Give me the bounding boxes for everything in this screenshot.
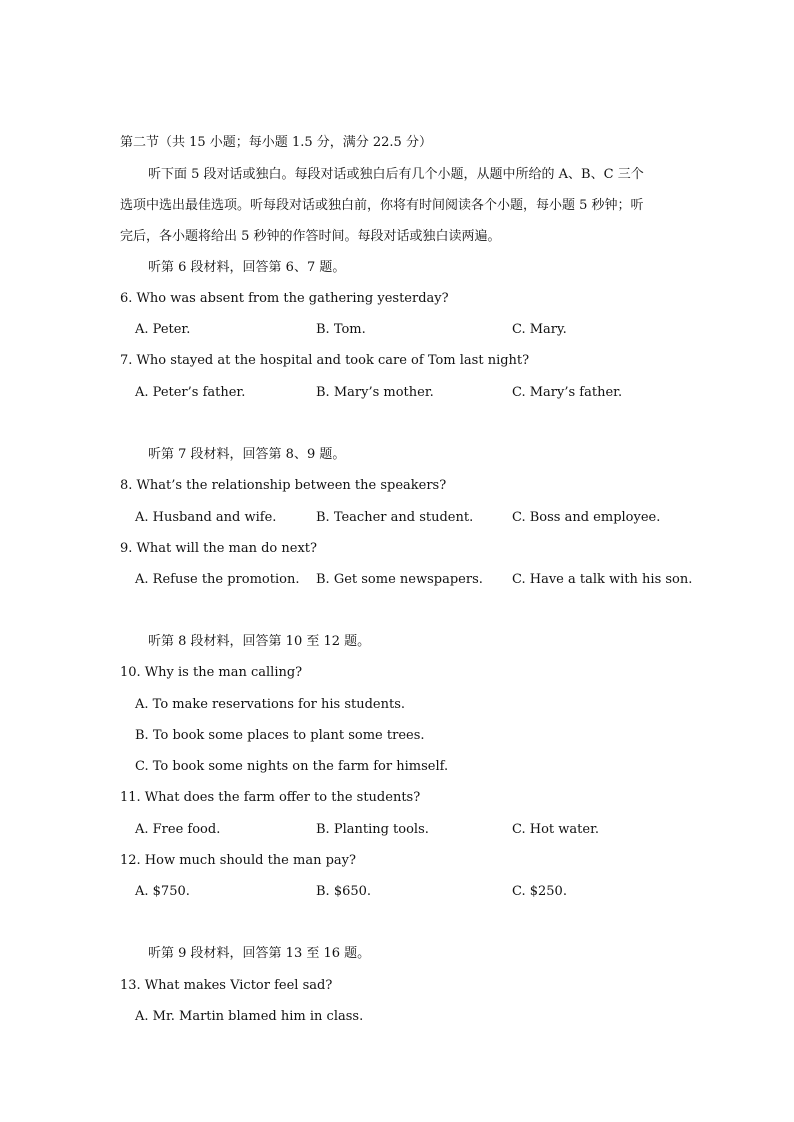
question-12-option-c: C. $250. (512, 884, 567, 899)
question-6-option-c: C. Mary. (512, 322, 567, 337)
question-13-stem: 13. What makes Victor feel sad? (120, 978, 333, 993)
group-label-2: 听第 7 段材料，回答第 8、9 题。 (148, 447, 346, 462)
question-9-option-c: C. Have a talk with his son. (512, 572, 693, 587)
question-7-option-c: C. Mary’s father. (512, 385, 623, 400)
question-12-option-a: A. $750. (135, 884, 190, 899)
question-7-stem: 7. Who stayed at the hospital and took care of Tom last night? (120, 353, 530, 368)
section-header: 第二节（共 15 小题；每小题 1.5 分，满分 22.5 分） (120, 135, 432, 150)
question-12-stem: 12. How much should the man pay? (120, 853, 356, 868)
group-label-1: 听第 6 段材料，回答第 6、7 题。 (148, 260, 346, 275)
question-12-option-b: B. $650. (316, 884, 372, 899)
question-9-stem: 9. What will the man do next? (120, 541, 317, 556)
question-10-option-a: A. To make reservations for his students. (135, 697, 406, 712)
question-8-option-a: A. Husband and wife. (135, 510, 277, 525)
instruction-line-3: 完后，各小题将给出 5 秒钟的作答时间。每段对话或独白读两遍。 (120, 229, 501, 244)
question-7-option-b: B. Mary’s mother. (316, 385, 434, 400)
question-11-stem: 11. What does the farm offer to the students? (120, 790, 421, 805)
question-6-option-b: B. Tom. (316, 322, 366, 337)
question-11-option-a: A. Free food. (135, 822, 221, 837)
instruction-line-2: 选项中选出最佳选项。听每段对话或独白前，你将有时间阅读各个小题，每小题 5 秒钟；听 (120, 198, 644, 213)
group-label-4: 听第 9 段材料，回答第 13 至 16 题。 (148, 946, 371, 961)
question-6-stem: 6. Who was absent from the gathering yesterday? (120, 291, 449, 306)
group-label-3: 听第 8 段材料，回答第 10 至 12 题。 (148, 634, 371, 649)
question-11-option-c: C. Hot water. (512, 822, 599, 837)
question-8-option-b: B. Teacher and student. (316, 510, 474, 525)
question-10-stem: 10. Why is the man calling? (120, 665, 303, 680)
question-6-option-a: A. Peter. (135, 322, 191, 337)
instruction-line-1: 听下面 5 段对话或独白。每段对话或独白后有几个小题，从题中所给的 A、B、C 三个 (148, 167, 644, 182)
question-7-option-a: A. Peter’s father. (135, 385, 246, 400)
question-11-option-b: B. Planting tools. (316, 822, 429, 837)
question-10-option-b: B. To book some places to plant some trees. (135, 728, 425, 743)
question-8-option-c: C. Boss and employee. (512, 510, 661, 525)
question-9-option-b: B. Get some newspapers. (316, 572, 483, 587)
question-13-option-a: A. Mr. Martin blamed him in class. (135, 1009, 364, 1024)
question-9-option-a: A. Refuse the promotion. (135, 572, 300, 587)
question-10-option-c: C. To book some nights on the farm for himself. (135, 759, 449, 774)
question-8-stem: 8. What’s the relationship between the speakers? (120, 478, 447, 493)
